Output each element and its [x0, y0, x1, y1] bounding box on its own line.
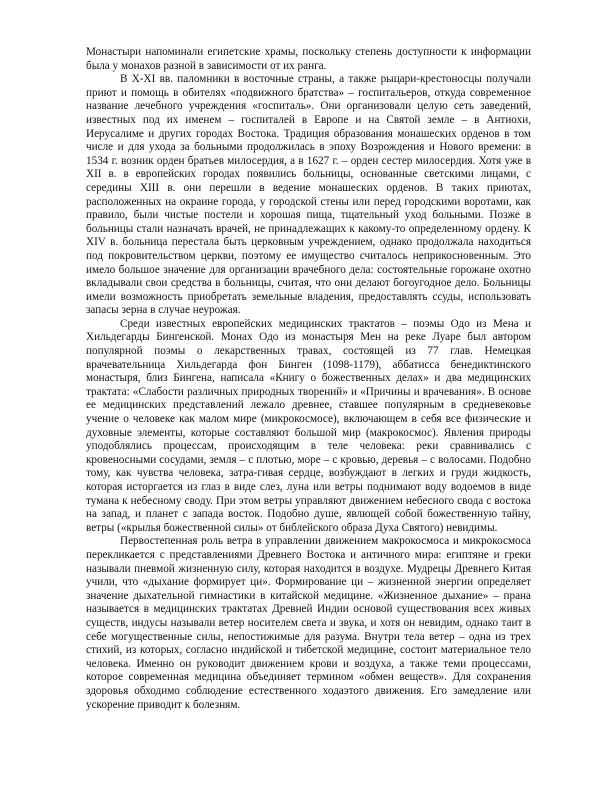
paragraph-medical-treatises: Среди известных европейских медицинских трактатов – поэмы Одо из Мена и Хильдегарды Бингенской. Монах Одо из монастыря Мен на реке Луаре был автором популярной поэмы о лекарственных травах, состоящей из 77 глав. Немецкая врачевательница Хильдегарда фон Бинген (1098-1179), аббатисса бенедиктинского монастыря, близ Бингена, написала «Книгу о божественных делах» и два медицинских трактата: «Слабости различных природных творений» и «Причины и врачевания». В основе ее медицинских представлений лежало древнее, ставшее популярным в средневековье учение о человеке как малом мире (микрокосмосе), включающем в себя все физические и духовные элементы, которые составляют большой мир (макрокосмос). Явления природы уподоблялись процессам, происходящим в теле человека: реки сравнивались с кровеносными сосудами, земля – с плотью, море – с кровью, деревья – с волосами. Подобно тому, как чувства человека, затра-гивая сердце, возбуждают в легких и груди жидкость, которая исторгается из глаз в виде слез, луна или ветры поднимают воду водоемов в виде тумана к небесному своду. При этом ветры управляют движением небесного свода с востока на запад, и планет с запада восток. Подобно душе, явлющей собой божественную тайну, ветры («крылья божественной силы» от библейского образа Духа Святого) невидимы.	[86, 317, 531, 534]
paragraph-wind-role: Первостепенная роль ветра в управлении движением макрокосмоса и микрокосмоса перекликается с представлениями Древнего Востока и античного мира: египтяне и греки называли пневмой жизненную силу, которая находится в воздухе. Мудрецы Древнего Китая учили, что «дыхание формирует ци». Формирование ци – жизненной энергии определяет значение дыхательной гимнастики в китайской медицине. «Жизненное дыхание» – прана называется в медицинских трактатах Древней Индии основой существования всех живых существ, индусы называли ветер носителем света и звука, и хотя он невидим, однако таит в себе могущественные силы, непостижимые для разума. Внутри тела ветер – одна из трех стихий, из которых, согласно индийской и тибетской медицине, состоит материальное тело человека. Именно он руководит движением крови и воздуха, а также теми процессами, которое современная медицина объединяет термином «обмен веществ». Для сохранения здоровья обходимо соблюдение естественного ходаэтого движения. Его замедление или ускорение приводит к болезням.	[86, 535, 531, 711]
document-page	[86, 46, 531, 712]
paragraph-hospitallers: В Х-ХI вв. паломники в восточные страны, а также рыцари-крестоносцы получали приют и помощь в обителях «подвижного братства» – госпитальеров, откуда современное название лечебного учреждения «госпиталь». Они организовали целую сеть заведений, известных под их именем – госпиталей в Европе и на Святой земле – в Антиохи, Иерусалиме и других городах Востока. Традиция образования монашеских орденов в том числе и для ухода за больными продолжилась в эпоху Возрождения и Нового времени: в 1534 г. возник орден братьев милосердия, а в 1627 г. – орден сестер милосердия. Хотя уже в XII в. в европейских городах появились больницы, основанные светскими лицами, с середины XIII в. они перешли в ведение монашеских орденов. В таких приютах, расположенных на окраине города, у городской стены или перед городскими воротами, как правило, были чистые постели и хорошая пища, тщательный уход больными. Позже в больницы стали назначать врачей, не принадлежащих к какому-то определенному ордену. К XIV в. больница перестала быть церковным учреждением, однако продолжала находиться под покровительством церкви, поэтому ее имущество считалось неприкосновенным. Это имело большое значение для организации врачебного дела: состоятельные горожане охотно вкладывали свои средства в больницы, считая, что они делают богоугодное дело. Больницы имели возможность приобретать земельные владения, предоставлять ссуды, использовать запасы зерна в случае неурожая.	[86, 73, 531, 317]
paragraph-monasteries: Монастыри напоминали египетские храмы, поскольку степень доступности к информации была у монахов разной в зависимости от их ранга.	[86, 46, 531, 72]
